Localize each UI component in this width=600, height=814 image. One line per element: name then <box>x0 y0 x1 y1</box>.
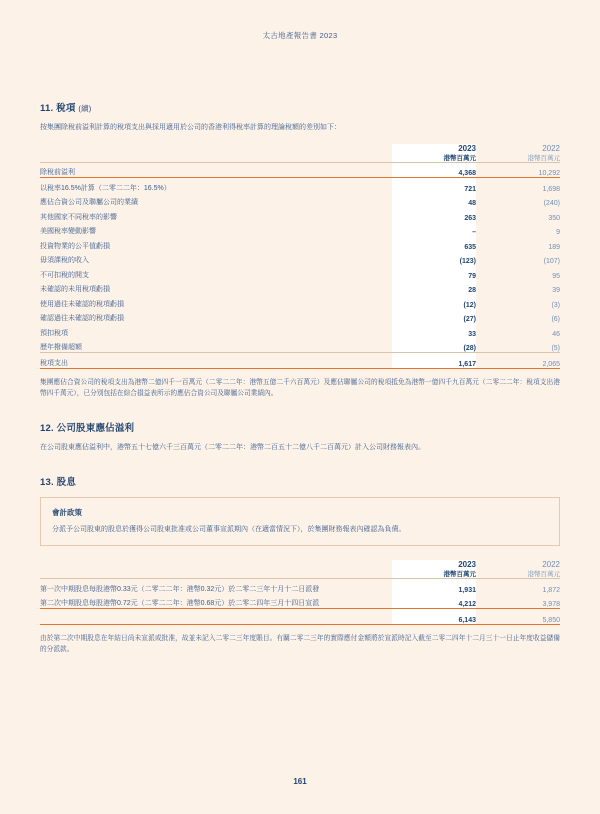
header-spacer <box>40 144 392 153</box>
row-value-2022: 39 <box>552 287 560 295</box>
row-label: 稅項支出 <box>40 353 392 369</box>
row-value-2022: 1,872 <box>476 579 560 594</box>
accounting-policy-title: 會計政策 <box>52 507 82 517</box>
section-heading-taxation <box>40 100 560 114</box>
row-value-2022: (6) <box>551 316 560 324</box>
table-row <box>40 222 560 237</box>
header-spacer-unit <box>40 569 392 579</box>
running-header: 太古地產報告書 2023 <box>262 31 338 40</box>
row-value-2022: (240) <box>543 200 560 208</box>
row-value-2023: 263 <box>392 207 476 222</box>
row-label: 歷年撥備超額 <box>40 344 82 352</box>
row-label: 毋須課稅的收入 <box>40 257 89 265</box>
row-value-2023: 4,368 <box>392 162 476 178</box>
table-row <box>40 236 560 251</box>
taxation-footnote: 集團應佔合資公司的稅項支出為港幣二億四千一百萬元（二零二二年：港幣五億二千六百萬元）及應佔聯屬公司的稅項抵免為港幣一億四千九百萬元（二零二二年：稅項支出港幣四千萬元），已分別包括在綜合損益表所示的應佔合資公司及聯屬公司業績內。 <box>40 378 560 397</box>
row-value-2023: (27) <box>392 309 476 324</box>
table-row <box>40 338 560 353</box>
section-title-dividends: 股息 <box>56 476 77 488</box>
row-value-2023: (123) <box>392 251 476 266</box>
table-header-unit-row <box>40 153 560 163</box>
table-header-year-row <box>40 144 560 153</box>
taxation-table-body <box>40 162 560 368</box>
column-header-year-2022: 2022 <box>542 560 560 570</box>
row-value-2022: (107) <box>543 258 560 266</box>
table-row <box>40 280 560 295</box>
column-header-year-2023: 2023 <box>392 144 476 153</box>
row-label: 以稅率16.5%計算（二零二二年：16.5%） <box>40 178 392 193</box>
column-unit-2023: 港幣百萬元 <box>392 153 476 163</box>
row-value-2023: 1,617 <box>392 353 476 369</box>
table-row-total <box>40 353 560 369</box>
taxation-reconciliation-table <box>40 144 560 369</box>
dividends-table <box>40 560 560 625</box>
row-label: 使用過往未確認的稅項虧損 <box>40 300 124 308</box>
column-header-year-2022: 2022 <box>542 143 560 153</box>
row-value-2022: (5) <box>551 345 560 353</box>
accounting-policy-text: 分派予公司股東的股息於獲得公司股東批准或公司董事宣派期內（在適當情況下），於集團財務報表內確認為負債。 <box>52 525 406 533</box>
column-unit-2023: 港幣百萬元 <box>392 569 476 579</box>
row-label <box>40 609 392 625</box>
section-number-dividends: 13. <box>40 476 54 488</box>
table-row <box>40 251 560 266</box>
table-row <box>40 594 560 609</box>
section-number-profit: 12. <box>40 422 54 434</box>
row-value-2023: (12) <box>392 294 476 309</box>
row-value-2023: (28) <box>392 338 476 353</box>
row-value-2022: 10,292 <box>476 162 560 178</box>
table-row <box>40 323 560 338</box>
row-value-2023: 4,212 <box>392 594 476 609</box>
row-value-2022: 1,698 <box>476 178 560 193</box>
row-label: 第二次中期股息每股港幣0.72元（二零二二年：港幣0.68元）於二零二四年三月十四日宣派 <box>40 600 320 608</box>
dividends-header-year-row <box>40 560 560 569</box>
row-value-2022: 5,850 <box>476 609 560 625</box>
table-row <box>40 207 560 222</box>
section-heading-dividends <box>40 474 560 488</box>
taxation-intro-text: 按集團除稅前溢利計算的稅項支出與採用適用於公司的香港利得稅率計算的理論稅額的差別如下： <box>40 124 341 131</box>
section-title-profit: 公司股東應佔溢利 <box>56 422 135 434</box>
row-value-2022: (3) <box>551 301 560 309</box>
table-row <box>40 579 560 594</box>
row-label: 未確認的未用稅項虧損 <box>40 286 110 294</box>
column-unit-2022: 港幣百萬元 <box>527 154 560 162</box>
table-row <box>40 178 560 193</box>
page-content <box>40 100 560 662</box>
row-value-2023: 28 <box>392 280 476 295</box>
row-value-2022: 3,978 <box>542 601 560 609</box>
section-number-taxation: 11. <box>40 103 54 114</box>
row-value-2023: 1,931 <box>392 579 476 594</box>
column-unit-2022: 港幣百萬元 <box>527 571 560 579</box>
row-value-2022: 95 <box>552 272 560 280</box>
table-row <box>40 162 560 178</box>
column-header-year-2023: 2023 <box>392 560 476 569</box>
row-value-2022: 350 <box>548 214 560 222</box>
table-row <box>40 294 560 309</box>
row-label: 不可扣稅的開支 <box>40 271 89 279</box>
row-label: 預扣稅項 <box>40 329 68 337</box>
profit-attributable-text: 在公司股東應佔溢利中，港幣五十七億六千三百萬元（二零二二年：港幣二百五十二億八千二百萬元）計入公司財務報表內。 <box>40 443 425 451</box>
row-value-2023: 79 <box>392 265 476 280</box>
table-row <box>40 265 560 280</box>
header-spacer <box>40 560 392 569</box>
row-label: 應佔合資公司及聯屬公司的業績 <box>40 199 138 207</box>
dividends-header-unit-row <box>40 569 560 579</box>
section-heading-profit-attributable <box>40 420 560 434</box>
row-value-2023: – <box>392 222 476 237</box>
row-value-2022: 46 <box>552 330 560 338</box>
header-spacer-unit <box>40 153 392 163</box>
row-value-2022: 189 <box>548 243 560 251</box>
row-value-2023: 48 <box>392 193 476 208</box>
row-label: 除稅前溢利 <box>40 162 392 178</box>
table-row-total <box>40 609 560 625</box>
row-value-2023: 33 <box>392 323 476 338</box>
table-row <box>40 193 560 208</box>
row-label: 第一次中期股息每股港幣0.33元（二零二二年：港幣0.32元）於二零二三年十月十二日派發 <box>40 579 392 594</box>
section-title-taxation: 稅項 <box>56 103 76 114</box>
page-number: 161 <box>293 777 307 786</box>
row-value-2023: 721 <box>392 178 476 193</box>
row-value-2022: 9 <box>556 229 560 237</box>
row-value-2023: 635 <box>392 236 476 251</box>
dividends-table-body <box>40 579 560 625</box>
row-value-2023: 6,143 <box>392 609 476 625</box>
row-label: 其他國家不同稅率的影響 <box>40 213 117 221</box>
row-label: 投資物業的公平值虧損 <box>40 242 110 250</box>
row-label: 美國稅率變動影響 <box>40 228 96 236</box>
row-label: 確認過往未確認的稅項虧損 <box>40 315 124 323</box>
accounting-policy-box <box>40 497 560 547</box>
section-continued-marker: (續) <box>78 104 92 113</box>
row-value-2022: 2,065 <box>476 353 560 369</box>
table-row <box>40 309 560 324</box>
dividends-footnote: 由於第二次中期股息在年結日尚未宣派或批准，故並未記入二零二三年度賬目。有關二零二三年的實際應付金額將於宣派時記入截至二零二四年十二月三十一日止年度收益儲備的分派款。 <box>40 634 560 653</box>
